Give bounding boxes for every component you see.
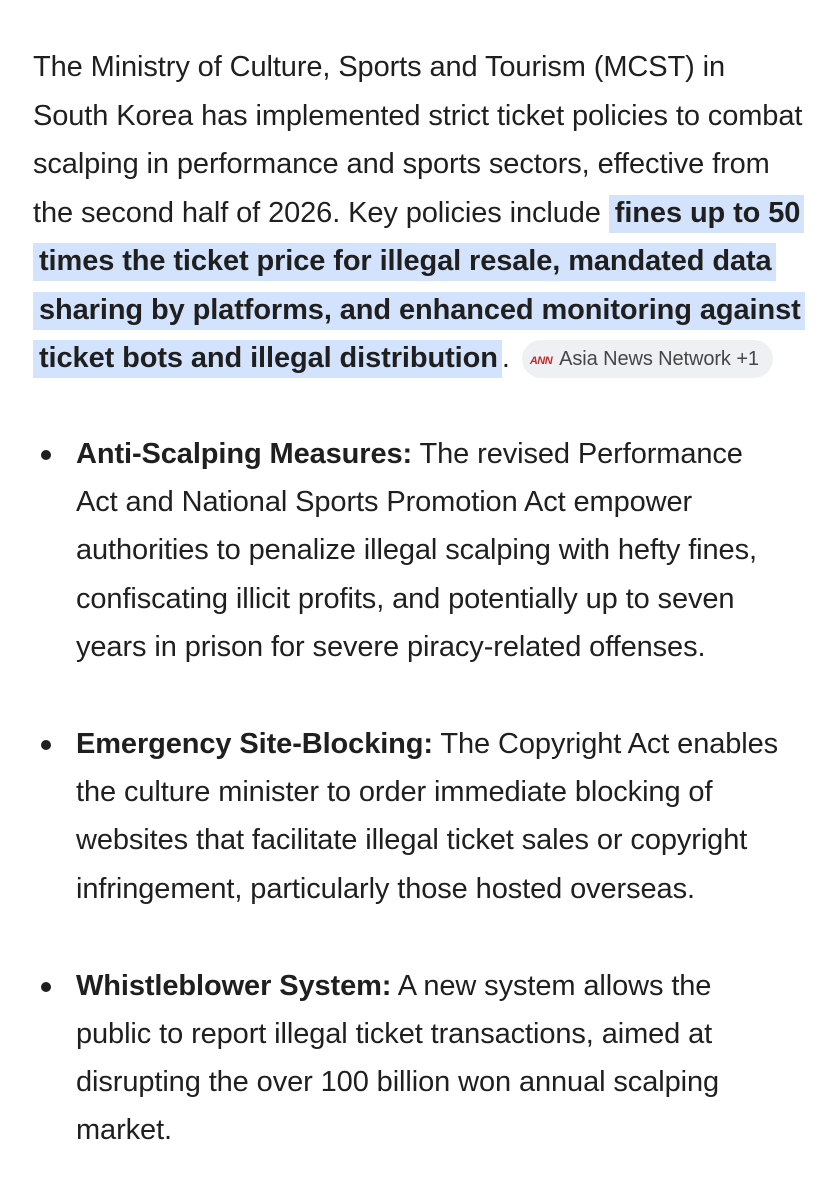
intro-period: . <box>501 342 510 374</box>
list-item-body: The revised Performance Act and National Sports Promotion Act empower authorities to penalize illegal scalping with hefty fines, confiscating illicit profits, and potentially up to seven years in prison for severe piracy-related offenses. <box>76 438 757 663</box>
highlighted-key-policies[interactable]: fines up to 50 times the ticket price for illegal resale, mandated data sharing by platforms, and enhanced monitoring against ticket bots and illegal distribution <box>33 195 805 379</box>
policy-list <box>0 430 819 1204</box>
bullet-icon <box>41 450 51 460</box>
list-item-body: The Copyright Act enables the culture minister to order immediate blocking of websites that facilitate illegal ticket sales or copyright infringement, particularly those hosted overseas. <box>76 728 779 905</box>
asia-news-network-logo-icon: ANN <box>529 355 553 367</box>
source-chip[interactable] <box>522 340 773 378</box>
list-item-site-blocking <box>0 720 819 913</box>
list-item-body: A new system allows the public to report illegal ticket transactions, aimed at disrupting the over 100 billion won annual scalping market. <box>76 969 719 1147</box>
intro-text: The Ministry of Culture, Sports and Tourism (MCST) in South Korea has implemented strict ticket policies to combat scalping in performance and sports sectors, effective from the second half of 2026. Key policies include <box>33 51 803 229</box>
list-item-anti-scalping <box>0 430 819 671</box>
list-item-title: Anti-Scalping Measures: <box>76 438 413 470</box>
intro-paragraph <box>33 43 803 383</box>
list-item-whistleblower <box>0 962 819 1155</box>
list-item-title: Emergency Site-Blocking: <box>76 728 433 761</box>
list-item-title: Whistleblower System: <box>76 969 392 1002</box>
source-chip-extra-count: +1 <box>736 348 759 370</box>
bullet-icon <box>41 982 51 992</box>
bullet-icon <box>41 740 51 750</box>
source-chip-label: Asia News Network <box>559 348 731 370</box>
